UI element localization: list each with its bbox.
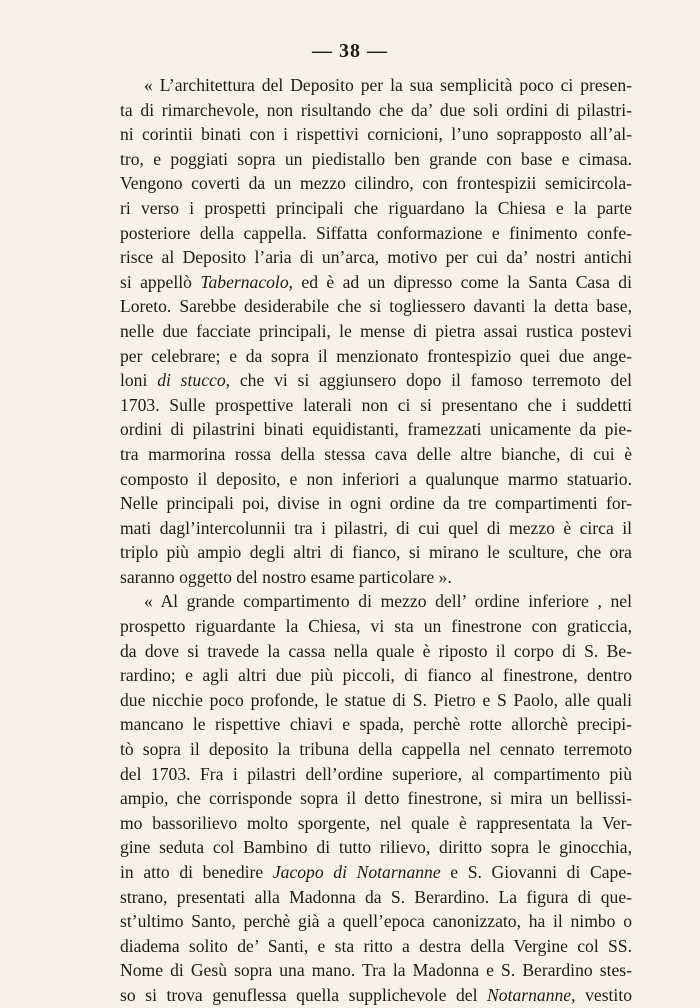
text-line: gine seduta col Bambino di tutto rilievo, diritto sopra le ginocchia, <box>120 837 632 858</box>
text-line: ampio, che corrisponde sopra il detto finestrone, si mira un bellissi- <box>120 788 632 809</box>
text-line: nelle due facciate principali, le mense di pietra assai rustica postevi <box>120 320 632 341</box>
text-segment: loni <box>120 370 158 391</box>
text-line: due nicchie poco profonde, le statue di S. Pietro e S Paolo, alle quali <box>120 689 632 710</box>
text-line: Nome di Gesù sopra una mano. Tra la Madonna e S. Berardino stes- <box>120 960 632 981</box>
text-line: st’ultimo Santo, perchè già a quell’epoca canonizzato, ha il nimbo o <box>120 911 632 932</box>
text-line: del 1703. Fra i pilastri dell’ordine superiore, al compartimento più <box>120 763 632 784</box>
text-line: saranno oggetto del nostro esame particolare ». <box>120 566 452 587</box>
text-segment: , che vi si aggiunsero dopo il famoso terremoto del <box>225 370 632 391</box>
text-line: triplo più ampio degli altri di fianco, si mirano le sculture, che ora <box>120 542 632 563</box>
text-line: prospetto riguardante la Chiesa, vi sta un finestrone con graticcia, <box>120 616 632 637</box>
text-line: mati dagl’intercolunnii tra i pilastri, di cui quel di mezzo è circa il <box>120 517 632 538</box>
text-line: tò sopra il deposito la tribuna della cappella nel cennato terremoto <box>120 739 632 760</box>
italic-segment: Jacopo di Notarnanne <box>272 862 441 882</box>
text-line: ni corintii binati con i rispettivi cornicioni, l’uno soprapposto all’al- <box>120 124 632 145</box>
text-line: tro, e poggiati sopra un piedistallo ben grande con base e cimasa. <box>120 148 632 169</box>
text-line: composto il deposito, e non inferiori a qualunque marmo statuario. <box>120 468 632 489</box>
text-line: « Al grande compartimento di mezzo dell’ ordine inferiore , nel <box>144 591 632 612</box>
text-line <box>120 860 632 885</box>
text-segment: si appellò <box>120 271 201 292</box>
text-line: 1703. Sulle prospettive laterali non ci si presentano che i suddetti <box>120 394 632 415</box>
text-line: « L’architettura del Deposito per la sua semplicità poco ci presen- <box>144 75 632 95</box>
text-line: per celebrare; e da sopra il menzionato frontespizio quei due ange- <box>120 345 632 366</box>
italic-segment: Notarnanne <box>487 984 572 1005</box>
text-line: strano, presentati alla Madonna da S. Berardino. La figura di que- <box>120 886 632 907</box>
text-line: risce al Deposito l’aria di un’arca, motivo per cui da’ nostri antichi <box>120 247 632 268</box>
text-segment: , ed è ad un dipresso come la Santa Casa di <box>288 271 632 292</box>
text-line: ordini di pilastrini binati equidistanti, framezzati unicamente da pie- <box>120 419 632 440</box>
text-line: rardino; e agli altri due più piccoli, di fianco al finestrone, dentro <box>120 665 632 686</box>
text-line <box>120 368 632 393</box>
text-line: diadema solito de’ Santi, e sta ritto a destra della Vergine col SS. <box>120 935 632 956</box>
text-line: mo bassorilievo molto sporgente, nel quale è rappresentata la Ver- <box>120 812 632 833</box>
page-number: — 38 — <box>312 40 388 62</box>
text-line: mancano le rispettive chiavi e spada, perchè rotte allorchè precipi- <box>120 714 632 735</box>
italic-segment: Tabernacolo <box>200 271 289 292</box>
text-line: Vengono coverti da un mezzo cilindro, con frontespizii semicircola- <box>120 173 632 194</box>
text-line: Loreto. Sarebbe desiderabile che si togliessero davanti la detta base, <box>120 296 632 317</box>
text-line: da dove si travede la cassa nella quale è riposto il corpo di S. Be- <box>120 640 632 661</box>
text-segment: so si trova genuflessa quella supplichevole del <box>120 984 488 1005</box>
text-line <box>120 983 632 1008</box>
text-line: tra marmorina rossa della stessa cava delle altre bianche, di cui è <box>120 443 632 464</box>
text-segment: , vestito <box>571 984 632 1005</box>
text-line: Nelle principali poi, divise in ogni ordine da tre compartimenti for- <box>120 493 632 514</box>
text-line <box>120 270 632 295</box>
text-line: ri verso i prospetti principali che riguardano la Chiesa e la parte <box>120 197 632 218</box>
body-text <box>120 73 632 1008</box>
text-segment: e S. Giovanni di Cape- <box>440 862 632 882</box>
text-segment: in atto di benedire <box>120 862 273 882</box>
text-line: ta di rimarchevole, non risultando che da’ due soli ordini di pilastri- <box>120 99 632 120</box>
text-line: posteriore della cappella. Siffatta conformazione e finimento confe- <box>120 222 632 243</box>
italic-segment: di stucco <box>157 370 226 391</box>
